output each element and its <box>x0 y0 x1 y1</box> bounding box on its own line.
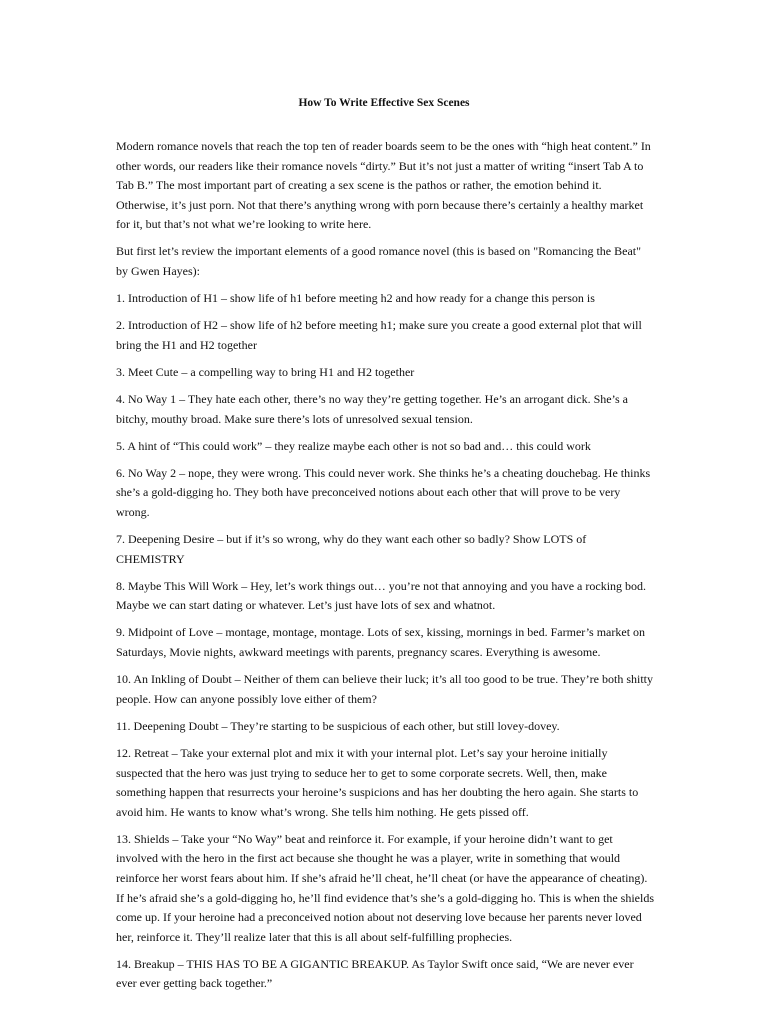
list-item-7: 7. Deepening Desire – but if it’s so wrong, why do they want each other so badly? Show LOTS of CHEMISTRY <box>116 532 587 566</box>
list-item-2: 2. Introduction of H2 – show life of h2 before meeting h1; make sure you create a good external plot that will bring the H1 and H2 together <box>116 318 642 352</box>
list-item-6: 6. No Way 2 – nope, they were wrong. This could never work. She thinks he’s a cheating douchebag. He thinks she’s a gold-digging ho. They both have preconceived notions about each other that will prove to be very wrong. <box>116 465 651 519</box>
list-item-3: 3. Meet Cute – a compelling way to bring H1 and H2 together <box>116 364 415 379</box>
document-title: How To Write Effective Sex Scenes <box>298 97 470 109</box>
paragraph-review: But first let’s review the important elements of a good romance novel (this is based on "Romancing the Beat" by Gwen Hayes): <box>116 244 642 279</box>
list-item-8: 8. Maybe This Will Work – Hey, let’s work things out… you’re not that annoying and you have a rocking bod. Maybe we can start dating or whatever. Let’s just have lots of sex and whatnot. <box>116 578 647 613</box>
list-item-11: 11. Deepening Doubt – They’re starting to be suspicious of each other, but still lovey-dovey. <box>116 718 560 733</box>
list-item-4: 4. No Way 1 – They hate each other, there’s no way they’re getting together. He’s an arrogant dick. She’s a bitchy, mouthy broad. Make sure there’s lots of unresolved sexual tension. <box>116 392 628 426</box>
list-item-1: 1. Introduction of H1 – show life of h1 before meeting h2 and how ready for a change this person is <box>116 291 595 306</box>
list-item-12: 12. Retreat – Take your external plot and mix it with your internal plot. Let’s say your heroine initially suspected that the hero was just trying to seduce her to get to some corporate secrets. Well, then, make something happen that resurrects your heroine’s suspicions and has her doubting the hero again. She starts to avoid him. He wants to know what’s wrong. She tells him nothing. He gets pissed off. <box>116 745 639 819</box>
list-item-14: 14. Breakup – THIS HAS TO BE A GIGANTIC BREAKUP. As Taylor Swift once said, “We are never ever ever ever getting back together.” <box>116 956 634 991</box>
list-item-9: 9. Midpoint of Love – montage, montage, montage. Lots of sex, kissing, mornings in bed. Farmer’s market on Saturdays, Movie nights, awkward meetings with parents, pregnancy scares. Everything is awesome. <box>116 625 646 660</box>
list-item-10: 10. An Inkling of Doubt – Neither of them can believe their luck; it’s all too good to be true. They’re both shitty people. How can anyone possibly love either of them? <box>116 672 653 706</box>
paragraph-intro: Modern romance novels that reach the top ten of reader boards seem to be the ones with “high heat content.” In other words, our readers like their romance novels “dirty.” But it’s not just a matter of writing “insert Tab A to Tab B.” The most important part of creating a sex scene is the pathos or rather, the emotion behind it. Otherwise, it’s just porn. Not that there’s anything wrong with porn because there’s certainly a healthy market for it, but that’s not what we’re looking to write here. <box>116 139 651 232</box>
list-item-5: 5. A hint of “This could work” – they realize maybe each other is not so bad and… this could work <box>116 438 591 453</box>
document-body <box>116 137 654 1002</box>
list-item-13: 13. Shields – Take your “No Way” beat and reinforce it. For example, if your heroine didn’t want to get involved with the hero in the first act because she thought he was a player, write in something that would reinforce her worst fears about him. If she’s afraid he’ll cheat, he’ll cheat (or have the appearance of cheating). If he’s afraid she’s a gold-digging ho, he’ll find evidence that’s she’s a gold-digging ho. This is when the shields come up. If your heroine had a preconceived notion about not deserving love because her parents never loved her, reinforce it. They’ll realize later that this is all about self-fulfilling prophecies. <box>116 831 655 944</box>
